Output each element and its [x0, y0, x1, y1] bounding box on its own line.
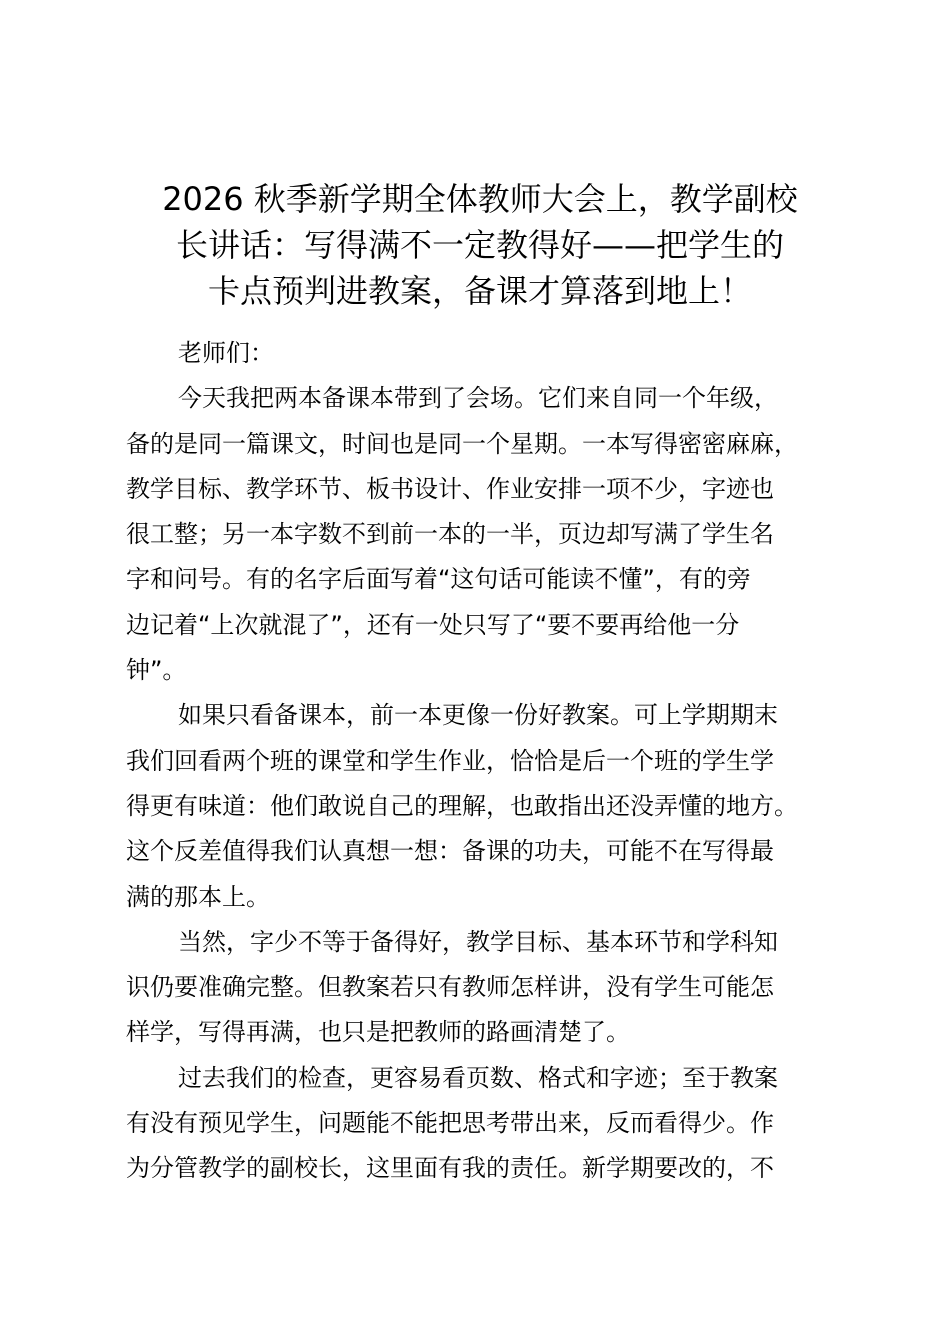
- text-line: 备的是同一篇课文，时间也是同一个星期。一本写得密密麻麻，: [126, 429, 798, 458]
- paragraph: [126, 920, 836, 1056]
- text-line: 当然，字少不等于备得好，教学目标、基本环节和学科知: [178, 927, 778, 956]
- text-line: 这个反差值得我们认真想一想：备课的功夫，可能不在写得最: [126, 837, 774, 866]
- document-title: [120, 176, 840, 314]
- text-line: 我们回看两个班的课堂和学生作业，恰恰是后一个班的学生学: [126, 746, 774, 775]
- text-line: 满的那本上。: [126, 882, 270, 911]
- title-line: 长讲话：写得满不一定教得好——把学生的: [175, 226, 784, 264]
- text-line: 有没有预见学生，问题能不能把思考带出来，反而看得少。作: [126, 1109, 774, 1138]
- paragraph: [126, 1056, 836, 1192]
- text-line: 识仍要准确完整。但教案若只有教师怎样讲，没有学生可能怎: [126, 973, 774, 1002]
- text-line: 样学，写得再满，也只是把教师的路画清楚了。: [126, 1018, 630, 1047]
- text-line: 钟”。: [126, 656, 187, 685]
- text-line: 字和问号。有的名字后面写着“这句话可能读不懂”，有的旁: [126, 565, 751, 594]
- text-line: 很工整；另一本字数不到前一本的一半，页边却写满了学生名: [126, 520, 774, 549]
- paragraph: [126, 376, 836, 693]
- text-line: 教学目标、教学环节、板书设计、作业安排一项不少，字迹也: [126, 474, 774, 503]
- text-line: 得更有味道：他们敢说自己的理解，也敢指出还没弄懂的地方。: [126, 791, 798, 820]
- text-line: 今天我把两本备课本带到了会场。它们来自同一个年级，: [178, 384, 778, 413]
- text-line: 为分管教学的副校长，这里面有我的责任。新学期要改的，不: [126, 1154, 774, 1183]
- text-line: 老师们：: [178, 339, 274, 367]
- title-line: 2026 秋季新学期全体教师大会上，教学副校: [162, 180, 798, 218]
- text-line: 边记着“上次就混了”，还有一处只写了“要不要再给他一分: [126, 610, 740, 639]
- paragraph: [126, 693, 836, 919]
- text-line: 如果只看备课本，前一本更像一份好教案。可上学期期末: [178, 701, 778, 730]
- title-line: 卡点预判进教案，备课才算落到地上！: [207, 272, 752, 310]
- paragraph-salutation: [126, 331, 836, 376]
- document-body: [126, 331, 836, 1192]
- text-line: 过去我们的检查，更容易看页数、格式和字迹；至于教案: [178, 1063, 778, 1092]
